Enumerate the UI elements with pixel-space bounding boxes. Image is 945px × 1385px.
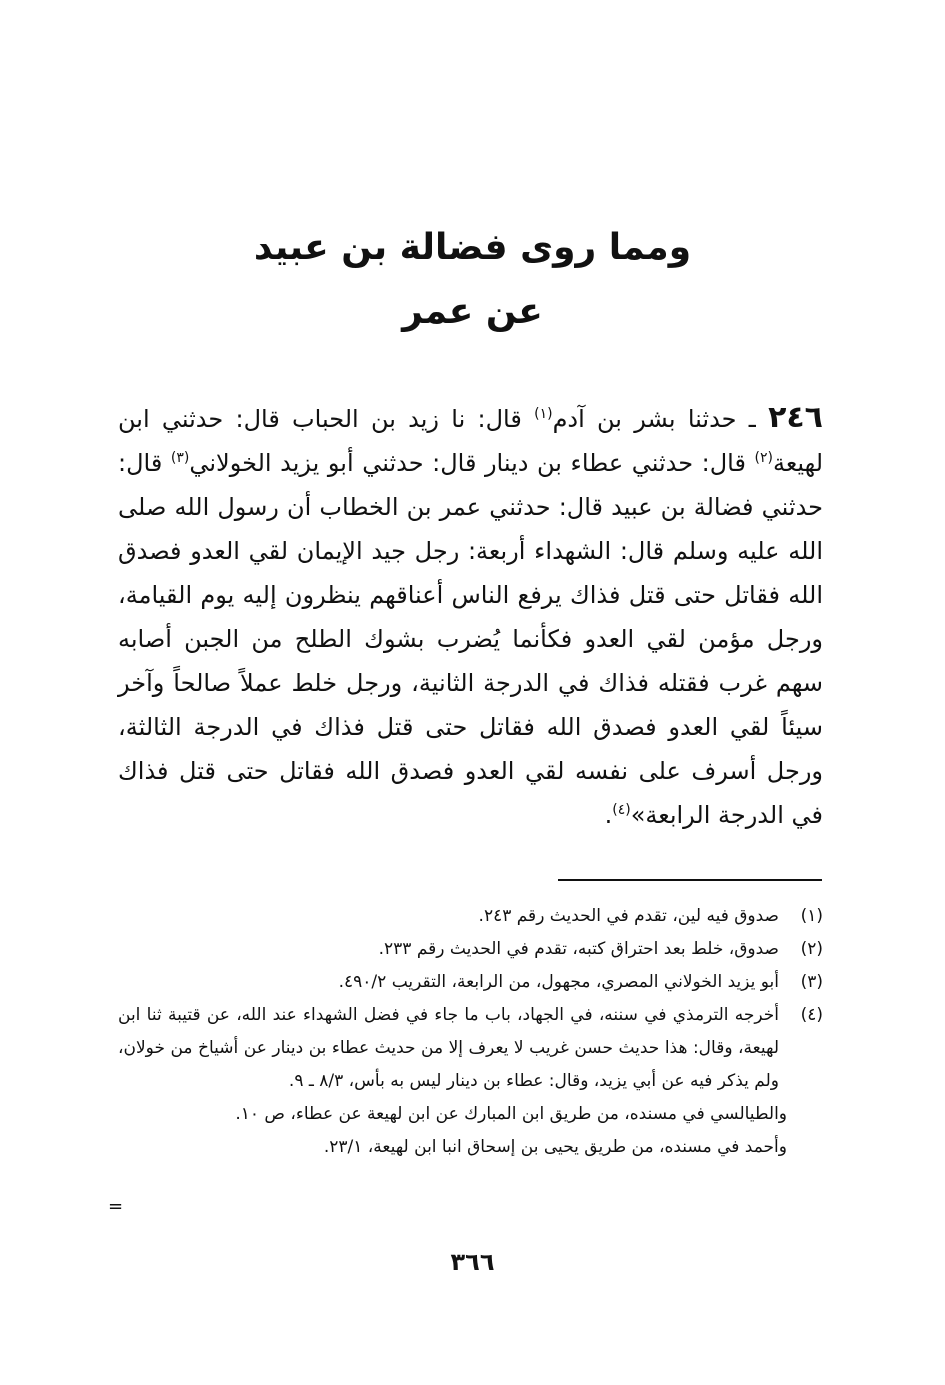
footnote-ref-4: (٤)	[612, 802, 631, 818]
hadith-text-part-3: قال: حدثني عطاء بن دينار قال: حدثني أبو يزيد الخولاني	[189, 449, 755, 477]
footnote-3	[118, 966, 823, 999]
hadith-text-part-1: ـ حدثنا بشر بن آدم	[552, 405, 769, 433]
footnote-text: صدوق فيه لين، تقدم في الحديث رقم ٢٤٣.	[478, 906, 779, 926]
footnote-separator	[558, 879, 822, 881]
footnote-ref-3: (٣)	[170, 450, 190, 466]
footnote-4-continuation-1: والطيالسي في مسنده، من طريق ابن المبارك عن ابن لهيعة عن عطاء، ص ١٠.	[235, 1104, 787, 1124]
footnote-4-continuation-2: وأحمد في مسنده، من طريق يحيى بن إسحاق انبا ابن لهيعة، ٢٣/١.	[323, 1137, 787, 1157]
hadith-text-part-4: قال: حدثني فضالة بن عبيد قال: حدثني عمر بن الخطاب أن رسول الله صلى الله عليه وسلم قال: الشهداء أربعة: رجل جيد الإيمان لقي العدو فصدق الله فقاتل حتى قتل فذاك يرفع الناس أعناقهم ينظرون إليه يوم القيامة، ورجل مؤمن لقي العدو فكأنما يُضرب بشوك الطلح من الجبن أصابه سهم غرب فقتله فذاك في الدرجة الثانية، ورجل خلط عملاً صالحاً وآخر سيئاً لقي العدو فصدق الله فقاتل حتى قتل فذاك في الدرجة الثالثة، ورجل أسرف على نفسه لقي العدو فصدق الله فقاتل حتى قتل فذاك في الدرجة الرابعة»	[118, 449, 823, 829]
footnote-1	[118, 900, 823, 933]
footnote-text: صدوق، خلط بعد احتراق كتبه، تقدم في الحديث رقم ٢٣٣.	[378, 939, 779, 959]
chapter-heading: ومما روى فضالة بن عبيد	[253, 227, 692, 268]
hadith-text-part-2: قال: نا زيد بن الحباب قال: حدثني ابن لهيعة	[118, 405, 824, 477]
footnote-text: أخرجه الترمذي في سننه، في الجهاد، باب ما جاء في فضل الشهداء عند الله، عن قتيبة ثنا ابن لهيعة، وقال: هذا حديث حسن غريب لا يعرف إلا من حديث عطاء بن دينار عن أشياخ من خولان، ولم يذكر فيه عن أبي يزيد، وقال: عطاء بن دينار ليس به بأس، ٨/٣ ـ ٩.	[118, 1005, 779, 1091]
footnote-number: (٢)	[800, 939, 823, 959]
footnotes	[118, 900, 823, 1164]
footnote-ref-2: (٢)	[754, 450, 773, 466]
hadith-number: ٢٤٦	[768, 400, 823, 435]
chapter-subheading: عن عمر	[402, 291, 543, 332]
footnote-text: أبو يزيد الخولاني المصري، مجهول، من الرابعة، التقريب ٤٩٠/٢.	[338, 972, 779, 992]
hadith-text	[118, 396, 823, 837]
footnote-ref-1: (١)	[534, 406, 553, 422]
continuation-mark: =	[108, 1196, 124, 1217]
hadith-text-end: .	[604, 801, 613, 829]
footnote-number: (٤)	[800, 1005, 823, 1025]
footnote-number: (٣)	[800, 972, 823, 992]
footnote-4	[118, 999, 823, 1098]
page-number: ٣٦٦	[450, 1248, 495, 1276]
footnote-2	[118, 933, 823, 966]
footnote-number: (١)	[800, 906, 823, 926]
